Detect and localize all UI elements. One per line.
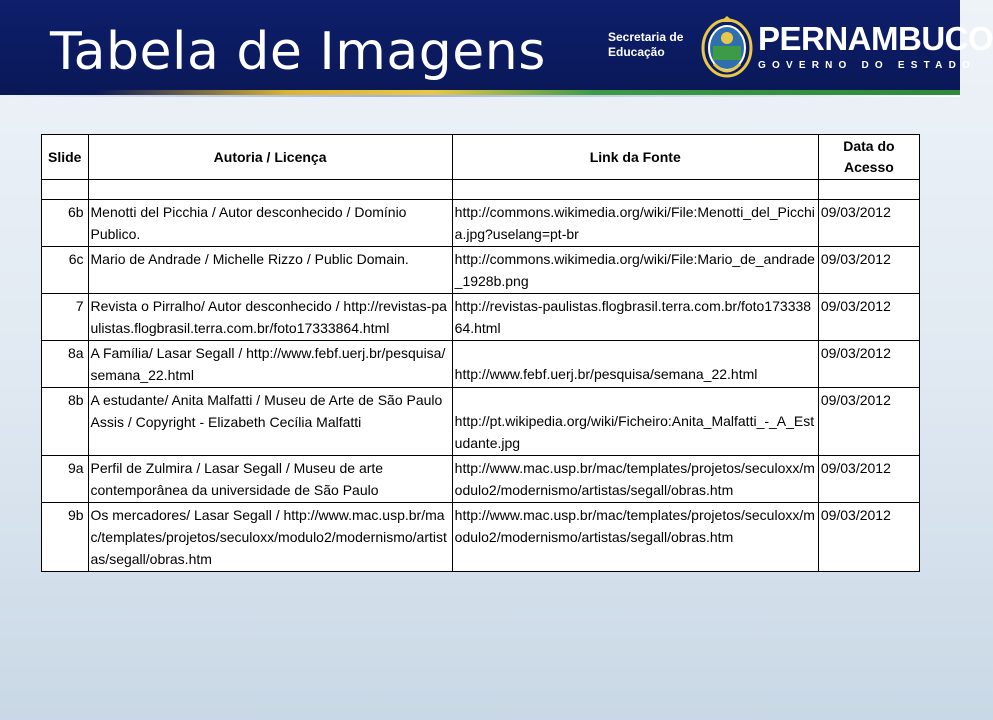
cell-link[interactable]: http://revistas-paulistas.flogbrasil.terra.com.br/foto17333864.html [452,294,818,341]
header-slide: Slide [42,135,89,180]
cell-link[interactable]: http://pt.wikipedia.org/wiki/Ficheiro:Anita_Malfatti_-_A_Estudante.jpg [452,388,818,456]
cell-data: 09/03/2012 [818,456,919,503]
cell-slide: 6b [42,200,89,247]
cell-link[interactable]: http://www.mac.usp.br/mac/templates/projetos/seculoxx/modulo2/modernismo/artistas/segall/obras.htm [452,503,818,572]
secretaria-label: Secretaria de Educação [608,30,684,59]
cell-data: 09/03/2012 [818,503,919,572]
header-data: Data do Acesso [818,135,919,180]
cell-autoria: Perfil de Zulmira / Lasar Segall / Museu de arte contemporânea da universidade de São Paulo [88,456,452,503]
cell-link[interactable]: http://www.febf.uerj.br/pesquisa/semana_22.html [452,341,818,388]
header-autoria: Autoria / Licença [88,135,452,180]
cell-data: 09/03/2012 [818,341,919,388]
brand-subtitle: GOVERNO DO ESTADO [758,60,977,71]
table-row [42,294,920,341]
table-row [42,456,920,503]
cell-link[interactable]: http://commons.wikimedia.org/wiki/File:Menotti_del_Picchia.jpg?uselang=pt-br [452,200,818,247]
cell-slide: 8b [42,388,89,456]
cell-slide: 6c [42,247,89,294]
cell-link [452,180,818,200]
cell-data: 09/03/2012 [818,200,919,247]
cell-slide: 9b [42,503,89,572]
table-row [42,247,920,294]
table-header-row [42,135,920,180]
cell-data: 09/03/2012 [818,388,919,456]
table-row [42,180,920,200]
cell-link[interactable]: http://www.mac.usp.br/mac/templates/projetos/seculoxx/modulo2/modernismo/artistas/segall/obras.htm [452,456,818,503]
cell-slide: 9a [42,456,89,503]
highlight-stripe [0,95,960,97]
cell-autoria: Os mercadores/ Lasar Segall / http://www.mac.usp.br/mac/templates/projetos/seculoxx/modulo2/modernismo/artistas/segall/obras.htm [88,503,452,572]
coat-of-arms-icon [700,14,754,80]
page-title: Tabela de Imagens [50,22,546,82]
cell-slide: 8a [42,341,89,388]
cell-slide: 7 [42,294,89,341]
cell-autoria: Mario de Andrade / Michelle Rizzo / Public Domain. [88,247,452,294]
cell-slide [42,180,89,200]
header-bar [0,0,993,90]
cell-link[interactable]: http://commons.wikimedia.org/wiki/File:Mario_de_andrade_1928b.png [452,247,818,294]
cell-autoria [88,180,452,200]
cell-autoria: A estudante/ Anita Malfatti / Museu de Arte de São Paulo Assis / Copyright - Elizabeth Cecília Malfatti [88,388,452,456]
brand-logo [758,20,993,71]
cell-data [818,180,919,200]
brand-name: PERNAMBUCO [758,20,993,57]
cell-autoria: Revista o Pirralho/ Autor desconhecido / http://revistas-paulistas.flogbrasil.terra.com.br/foto17333864.html [88,294,452,341]
table-row [42,200,920,247]
table-row [42,341,920,388]
table-row [42,503,920,572]
cell-autoria: A Família/ Lasar Segall / http://www.febf.uerj.br/pesquisa/semana_22.html [88,341,452,388]
image-table [41,134,920,572]
cell-autoria: Menotti del Picchia / Autor desconhecido / Domínio Publico. [88,200,452,247]
cell-data: 09/03/2012 [818,247,919,294]
table-row [42,388,920,456]
cell-data: 09/03/2012 [818,294,919,341]
header-link: Link da Fonte [452,135,818,180]
